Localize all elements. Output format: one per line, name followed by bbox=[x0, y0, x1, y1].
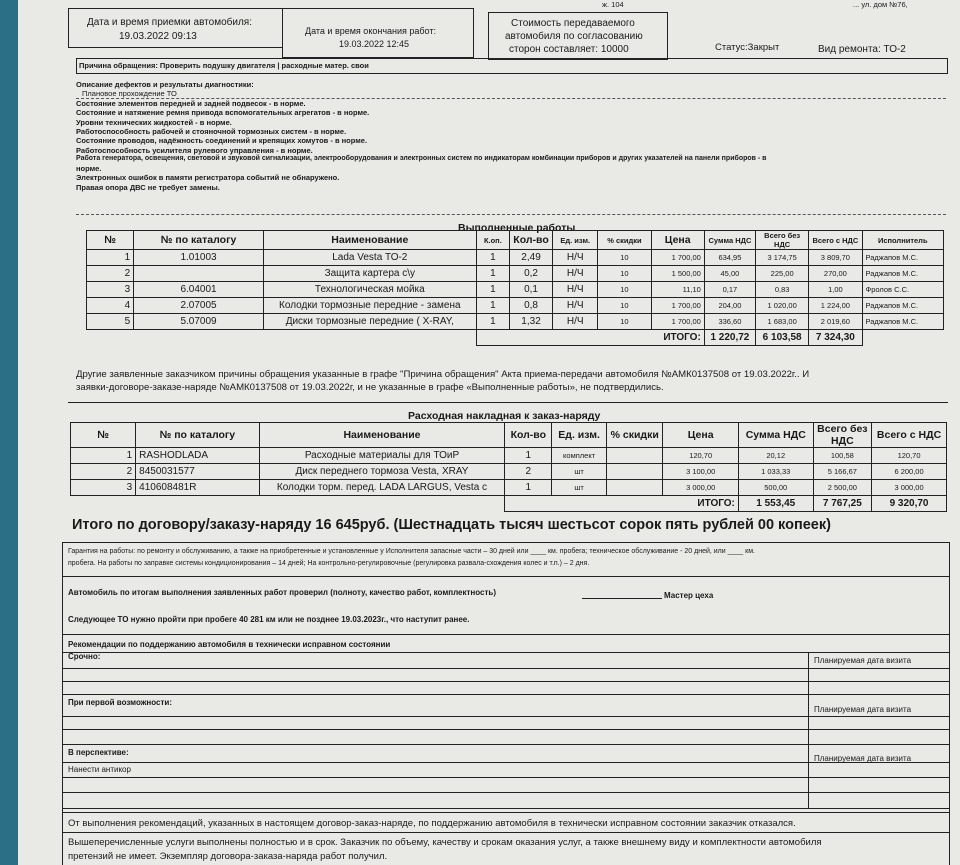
diagnostics-block bbox=[76, 80, 946, 192]
cell: 1 bbox=[476, 250, 509, 266]
cost-box bbox=[488, 12, 668, 60]
grid-line bbox=[62, 792, 950, 793]
cell bbox=[606, 480, 662, 496]
guarantee-line1: Гарантия на работы: по ремонту и обслуживанию, а также на приобретенные и установленные у Исполнителя запасные части – 30 дней или ____ км. пробега; техническое обслуживание - 20 дней, или ____ км. bbox=[68, 548, 755, 555]
col-header: Кол-во bbox=[505, 423, 552, 448]
works-table bbox=[86, 230, 944, 346]
accept-label: Дата и время приемки автомобиля: bbox=[87, 17, 252, 28]
planned-date-label: Планируемая дата визита bbox=[814, 705, 912, 714]
accept-date-box bbox=[68, 8, 283, 48]
col-header: Сумма НДС bbox=[738, 423, 813, 448]
cell: 100,58 bbox=[813, 448, 872, 464]
parts-row bbox=[71, 448, 947, 464]
grid-line bbox=[62, 652, 950, 653]
parts-header-row bbox=[71, 423, 947, 448]
cost-line1: Стоимость передаваемого bbox=[511, 18, 635, 29]
col-header: Наименование bbox=[263, 231, 476, 250]
cell: 2 500,00 bbox=[813, 480, 872, 496]
cell: 1.01003 bbox=[134, 250, 264, 266]
cell: 10 bbox=[598, 250, 651, 266]
cell bbox=[606, 464, 662, 480]
final-text-line1: Вышеперечисленные услуги выполнены полностью и в срок. Заказчик по объему, качеству и срокам оказания услуг, а также внешнему виду и комплектности автомобиля bbox=[68, 837, 822, 848]
works-total-all: 7 324,30 bbox=[809, 330, 862, 346]
works-row bbox=[87, 314, 944, 330]
cell: 410608481R bbox=[136, 480, 259, 496]
cell: 1 bbox=[71, 448, 136, 464]
col-header: Кол-во bbox=[509, 231, 552, 250]
cell: 1 683,00 bbox=[756, 314, 809, 330]
cell: 6 200,00 bbox=[872, 464, 947, 480]
recommend-item: Нанести антикор bbox=[68, 765, 131, 774]
cost-line2: автомобиля по согласованию bbox=[505, 31, 643, 42]
cell: 4 bbox=[87, 298, 134, 314]
next-to-text: Следующее ТО нужно пройти при пробеге 40 281 км или не позднее 19.03.2023г., что наступит ранее. bbox=[68, 615, 470, 624]
cell: Раджапов М.С. bbox=[862, 250, 944, 266]
cell: 10 bbox=[598, 298, 651, 314]
cell: 0,83 bbox=[756, 282, 809, 298]
col-header: % скидки bbox=[598, 231, 651, 250]
grid-line bbox=[62, 681, 950, 682]
col-header: Всего с НДС bbox=[809, 231, 862, 250]
cell: 3 100,00 bbox=[663, 464, 738, 480]
col-header: Сумма НДС bbox=[704, 231, 755, 250]
grid-vline bbox=[808, 652, 809, 808]
cell: Lada Vesta ТО-2 bbox=[263, 250, 476, 266]
parts-total-vat: 1 553,45 bbox=[738, 496, 813, 512]
works-total-vat: 1 220,72 bbox=[704, 330, 755, 346]
col-header: № bbox=[71, 423, 136, 448]
col-header: № по каталогу bbox=[136, 423, 259, 448]
guarantee-line2: пробега. На работы по заправке системы кондиционирования – 14 дней; На контрольно-регулировочные (регулировка развала-схождения колес и т.п.) – 2 дня. bbox=[68, 560, 590, 567]
planned-date-label: Планируемая дата визита bbox=[814, 656, 912, 665]
col-header: Исполнитель bbox=[862, 231, 944, 250]
col-header: № по каталогу bbox=[134, 231, 264, 250]
cell: Защита картера с\у bbox=[263, 266, 476, 282]
cell: 204,00 bbox=[704, 298, 755, 314]
col-header: Ед. изм. bbox=[553, 231, 598, 250]
document-page bbox=[18, 0, 960, 865]
works-total-novat: 6 103,58 bbox=[756, 330, 809, 346]
cell: 11,10 bbox=[651, 282, 704, 298]
reason-text: Причина обращения: Проверить подушку двигателя | расходные матер. свои bbox=[79, 61, 369, 70]
urgent-label: Срочно: bbox=[68, 652, 101, 661]
cell: 1 bbox=[87, 250, 134, 266]
finish-value: 19.03.2022 12:45 bbox=[339, 39, 410, 49]
cell: комплект bbox=[552, 448, 607, 464]
cell: 1 033,33 bbox=[738, 464, 813, 480]
grid-line bbox=[62, 668, 950, 669]
cell: Раджапов М.С. bbox=[862, 298, 944, 314]
works-header-row bbox=[87, 231, 944, 250]
cell: 3 809,70 bbox=[809, 250, 862, 266]
cell: Фролов С.С. bbox=[862, 282, 944, 298]
grid-line bbox=[62, 808, 950, 809]
cell: 3 000,00 bbox=[663, 480, 738, 496]
cell: 1 bbox=[476, 282, 509, 298]
future-label: В перспективе: bbox=[68, 748, 129, 757]
signature-line bbox=[582, 598, 662, 599]
works-row bbox=[87, 282, 944, 298]
master-label: Мастер цеха bbox=[664, 591, 714, 600]
cell: 8450031577 bbox=[136, 464, 259, 480]
refuse-text: От выполнения рекомендаций, указанных в настоящем договор-заказ-наряде, по поддержанию автомобиля в технически исправном состоянии заказчик отказался. bbox=[68, 818, 796, 829]
finish-label: Дата и время окончания работ: bbox=[305, 26, 436, 36]
cell: 1 700,00 bbox=[651, 298, 704, 314]
cell: 270,00 bbox=[809, 266, 862, 282]
diagnostics-line: Электронных ошибок в памяти регистратора событий не обнаружено. bbox=[76, 173, 340, 183]
diagnostics-line: Правая опора ДВС не требует замены. bbox=[76, 182, 220, 192]
cell: Н/Ч bbox=[553, 282, 598, 298]
diagnostics-line: Работа генератора, освещения, световой и звуковой сигнализации, электрооборудования и электронных систем по индикаторам комбинации приборов и других указателей на панели приборов - в bbox=[76, 155, 767, 162]
final-text-line2: претензий не имеет. Экземпляр договора-заказа-наряда работ получил. bbox=[68, 851, 388, 862]
diagnostics-line: Состояние и натяжение ремня привода вспомогательных агрегатов - в норме. bbox=[76, 108, 370, 118]
top-fragment-right: ... ул. дом №76, bbox=[853, 0, 908, 9]
cell: 2,49 bbox=[509, 250, 552, 266]
cell: Раджапов М.С. bbox=[862, 314, 944, 330]
parts-row bbox=[71, 480, 947, 496]
cell: 0,2 bbox=[509, 266, 552, 282]
accept-value: 19.03.2022 09:13 bbox=[119, 31, 197, 42]
diagnostics-line: Состояние проводов, надёжность соединений и крепящих хомутов - в норме. bbox=[76, 136, 368, 146]
divider-line bbox=[68, 402, 948, 403]
cell: Н/Ч bbox=[553, 314, 598, 330]
divider-line bbox=[62, 634, 950, 635]
works-total-row bbox=[87, 330, 944, 346]
cell: 10 bbox=[598, 282, 651, 298]
grid-line bbox=[62, 744, 950, 745]
works-title: Выполненные работы bbox=[458, 222, 576, 234]
cell: Колодки тормозные передние - замена bbox=[263, 298, 476, 314]
dashed-divider bbox=[76, 214, 946, 215]
cell: шт bbox=[552, 480, 607, 496]
cell: Диски тормозные передние ( X-RAY, bbox=[263, 314, 476, 330]
grid-line bbox=[62, 694, 950, 695]
cell: 45,00 bbox=[704, 266, 755, 282]
cell: 2 bbox=[87, 266, 134, 282]
parts-row bbox=[71, 464, 947, 480]
finish-date-box bbox=[282, 8, 474, 58]
cell: 2 019,60 bbox=[809, 314, 862, 330]
parts-total-all: 9 320,70 bbox=[872, 496, 947, 512]
dashed-divider bbox=[76, 98, 946, 99]
col-header: № bbox=[87, 231, 134, 250]
cell: 20,12 bbox=[738, 448, 813, 464]
col-header: Цена bbox=[651, 231, 704, 250]
cell: 1 bbox=[505, 448, 552, 464]
cell: 3 000,00 bbox=[872, 480, 947, 496]
other-reasons-line1: Другие заявленные заказчиком причины обращения указанные в графе "Причина обращения" Акта приема-передачи автомобиля №АМК0137508 от 19.03.2022г.. И bbox=[76, 369, 810, 380]
col-header: Всего без НДС bbox=[813, 423, 872, 448]
cell: 0,17 bbox=[704, 282, 755, 298]
divider-line bbox=[62, 576, 950, 577]
cell: 2 bbox=[71, 464, 136, 480]
cell: 120,70 bbox=[663, 448, 738, 464]
cell: 2.07005 bbox=[134, 298, 264, 314]
col-header: % скидки bbox=[606, 423, 662, 448]
works-row bbox=[87, 266, 944, 282]
cell: 1,32 bbox=[509, 314, 552, 330]
cell: Технологическая мойка bbox=[263, 282, 476, 298]
parts-total-row bbox=[71, 496, 947, 512]
cell: 0,8 bbox=[509, 298, 552, 314]
grid-line bbox=[62, 729, 950, 730]
grid-line bbox=[62, 716, 950, 717]
cell: Н/Ч bbox=[553, 266, 598, 282]
checked-text: Автомобиль по итогам выполнения заявленных работ проверил (полноту, качество работ, комплектность) bbox=[68, 588, 496, 597]
works-row bbox=[87, 298, 944, 314]
works-total-label: ИТОГО: bbox=[476, 330, 704, 346]
cell: Расходные материалы для ТОиР bbox=[259, 448, 505, 464]
divider-line bbox=[62, 812, 950, 813]
reason-box bbox=[76, 58, 948, 74]
first-chance-label: При первой возможности: bbox=[68, 698, 172, 707]
cell: 2 bbox=[505, 464, 552, 480]
cell: 336,60 bbox=[704, 314, 755, 330]
recommend-title: Рекомендации по поддержанию автомобиля в технически исправном состоянии bbox=[68, 640, 391, 649]
cell: 1 bbox=[476, 298, 509, 314]
diagnostics-line: норме. bbox=[76, 163, 102, 173]
cell: 5 bbox=[87, 314, 134, 330]
cell: Колодки торм. перед. LADA LARGUS, Vesta с bbox=[259, 480, 505, 496]
parts-title: Расходная накладная к заказ-наряду bbox=[408, 410, 601, 422]
cell: 634,95 bbox=[704, 250, 755, 266]
cell: шт bbox=[552, 464, 607, 480]
grand-total: Итого по договору/заказу-наряду 16 645руб. (Шестнадцать тысяч шестьсот сорок пять рублей 00 копеек) bbox=[72, 517, 831, 533]
planned-date-label: Планируемая дата визита bbox=[814, 754, 912, 763]
cell: 3 bbox=[71, 480, 136, 496]
cell: 6.04001 bbox=[134, 282, 264, 298]
cell: Н/Ч bbox=[553, 250, 598, 266]
cell: 1,00 bbox=[809, 282, 862, 298]
col-header: Наименование bbox=[259, 423, 505, 448]
diagnostics-line: Плановое прохождение ТО bbox=[82, 89, 177, 99]
top-fragment-left: ж. 104 bbox=[602, 0, 624, 9]
cell: 5 166,67 bbox=[813, 464, 872, 480]
cell: 5.07009 bbox=[134, 314, 264, 330]
diagnostics-line: Работоспособность рабочей и стояночной тормозных систем - в норме. bbox=[76, 126, 347, 136]
status-label: Статус:Закрыт bbox=[715, 42, 780, 53]
cell: RASHODLADA bbox=[136, 448, 259, 464]
cell: 1 bbox=[476, 266, 509, 282]
cost-line3: сторон составляет: 10000 bbox=[509, 44, 629, 55]
parts-total-novat: 7 767,25 bbox=[813, 496, 872, 512]
cell: 1 700,00 bbox=[651, 314, 704, 330]
grid-line bbox=[62, 762, 950, 763]
divider-line bbox=[62, 832, 950, 833]
cell: 0,1 bbox=[509, 282, 552, 298]
cell: 10 bbox=[598, 266, 651, 282]
cell: 120,70 bbox=[872, 448, 947, 464]
diagnostics-line: Состояние элементов передней и задней подвесок - в норме. bbox=[76, 98, 306, 108]
parts-table bbox=[70, 422, 947, 512]
cell: 1 020,00 bbox=[756, 298, 809, 314]
cell: 1 500,00 bbox=[651, 266, 704, 282]
works-row bbox=[87, 250, 944, 266]
col-header: Всего без НДС bbox=[756, 231, 809, 250]
diagnostics-line: Уровни технических жидкостей - в норме. bbox=[76, 117, 232, 127]
cell: Раджапов М.С. bbox=[862, 266, 944, 282]
col-header: Всего с НДС bbox=[872, 423, 947, 448]
cell: 1 bbox=[505, 480, 552, 496]
cell: 1 700,00 bbox=[651, 250, 704, 266]
cell: Н/Ч bbox=[553, 298, 598, 314]
diagnostics-line: Работоспособность усилителя рулевого управления - в норме. bbox=[76, 145, 313, 155]
col-header: Цена bbox=[663, 423, 738, 448]
cell: 225,00 bbox=[756, 266, 809, 282]
cell bbox=[134, 266, 264, 282]
cell: 1 224,00 bbox=[809, 298, 862, 314]
grid-line bbox=[62, 777, 950, 778]
cell: 3 174,75 bbox=[756, 250, 809, 266]
cell: 10 bbox=[598, 314, 651, 330]
col-header: Ед. изм. bbox=[552, 423, 607, 448]
cell bbox=[606, 448, 662, 464]
cell: 3 bbox=[87, 282, 134, 298]
cell: 1 bbox=[476, 314, 509, 330]
parts-total-label: ИТОГО: bbox=[505, 496, 738, 512]
col-header: К.оп. bbox=[476, 231, 509, 250]
cell: 500,00 bbox=[738, 480, 813, 496]
repair-type: Вид ремонта: ТО-2 bbox=[818, 44, 906, 55]
cell: Диск переднего тормоза Vesta, XRAY bbox=[259, 464, 505, 480]
diagnostics-line: Описание дефектов и результаты диагностики: bbox=[76, 80, 254, 89]
other-reasons-line2: заявки-договоре-заказе-наряде №АМК0137508 от 19.03.2022г, и не указанные в графе «Выполненные работы», не подтвердились. bbox=[76, 382, 664, 393]
